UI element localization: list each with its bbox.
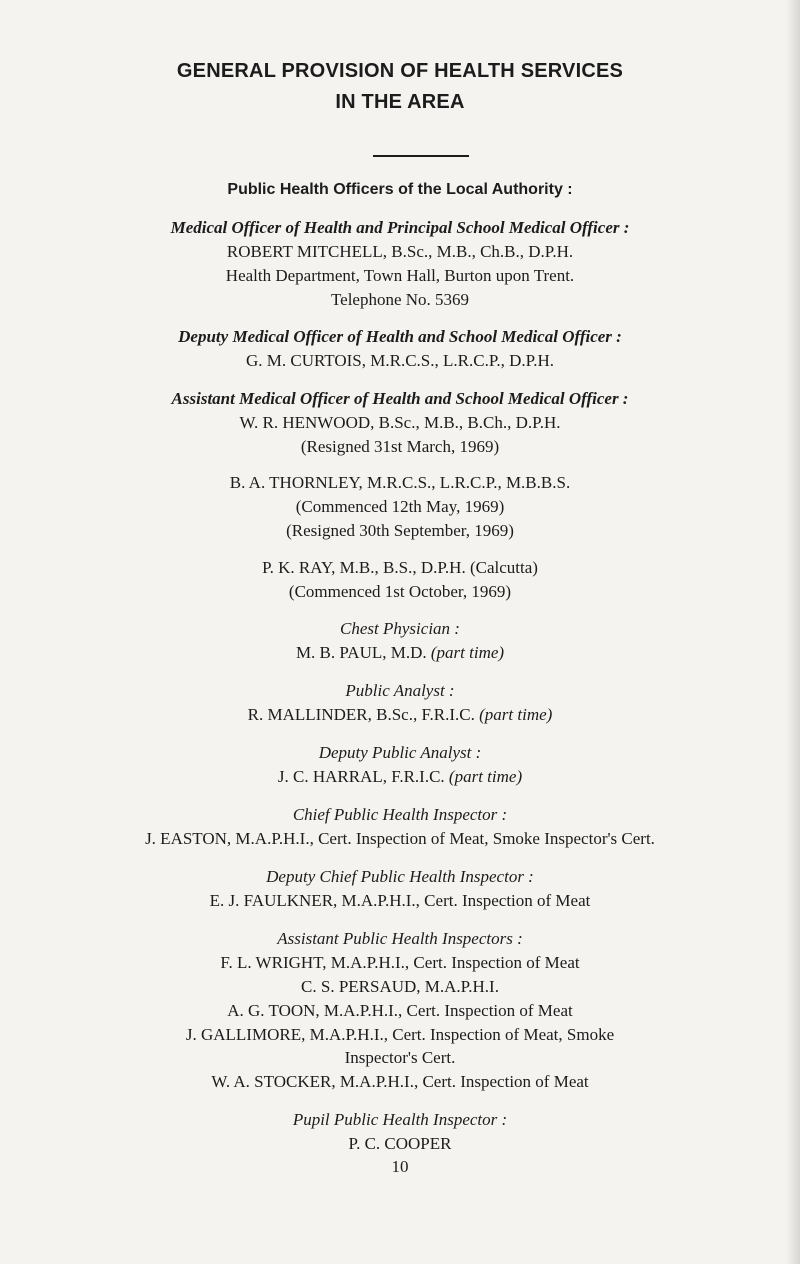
page-title-line1: GENERAL PROVISION OF HEALTH SERVICES (176, 60, 624, 82)
gallimore-name: J. GALLIMORE, M.A.P.H.I., Cert. Inspection of Meat, Smoke (185, 1025, 615, 1044)
deputy-chief-phi-role: Deputy Chief Public Health Inspector : (266, 867, 534, 886)
assistant-phi-role: Assistant Public Health Inspectors : (277, 929, 523, 948)
gallimore-name-cont: Inspector's Cert. (344, 1048, 456, 1067)
deputy-moh-role: Deputy Medical Officer of Health and School Medical Officer : (178, 327, 622, 346)
chest-physician-note: (part time) (430, 643, 505, 662)
deputy-analyst-line (0, 767, 800, 787)
moh-phone: Telephone No. 5369 (330, 290, 470, 309)
thornley-note-resigned: (Resigned 30th September, 1969) (286, 521, 514, 540)
chief-phi-name: J. EASTON, M.A.P.H.I., Cert. Inspection of Meat, Smoke Inspector's Cert. (145, 829, 655, 848)
public-analyst-line (0, 705, 800, 725)
chest-physician-line (0, 643, 800, 663)
thornley-note-commenced: (Commenced 12th May, 1969) (295, 497, 505, 516)
moh-role: Medical Officer of Health and Principal School Medical Officer : (170, 218, 630, 237)
chest-physician-role: Chest Physician : (340, 619, 460, 638)
chest-physician-name: M. B. PAUL, M.D. (295, 643, 427, 662)
ray-note: (Commenced 1st October, 1969) (288, 582, 512, 601)
page-number: 10 (391, 1157, 409, 1176)
chief-phi-role: Chief Public Health Inspector : (292, 805, 508, 824)
stocker-name: W. A. STOCKER, M.A.P.H.I., Cert. Inspection of Meat (211, 1072, 589, 1091)
moh-name: ROBERT MITCHELL, B.Sc., M.B., Ch.B., D.P.H. (226, 242, 574, 261)
toon-name: A. G. TOON, M.A.P.H.I., Cert. Inspection of Meat (227, 1001, 573, 1020)
henwood-note: (Resigned 31st March, 1969) (300, 437, 500, 456)
deputy-analyst-name: J. C. HARRAL, F.R.I.C. (277, 767, 445, 786)
public-analyst-role: Public Analyst : (345, 681, 455, 700)
wright-name: F. L. WRIGHT, M.A.P.H.I., Cert. Inspection of Meat (220, 953, 580, 972)
public-analyst-note: (part time) (479, 705, 553, 724)
deputy-chief-phi-name: E. J. FAULKNER, M.A.P.H.I., Cert. Inspection of Meat (209, 891, 591, 910)
assistant-moh-role: Assistant Medical Officer of Health and School Medical Officer : (171, 389, 629, 408)
moh-address: Health Department, Town Hall, Burton upon Trent. (225, 266, 575, 285)
deputy-moh-name: G. M. CURTOIS, M.R.C.S., L.R.C.P., D.P.H. (245, 351, 555, 370)
thornley-name: B. A. THORNLEY, M.R.C.S., L.R.C.P., M.B.B.S. (229, 473, 571, 492)
section-subtitle: Public Health Officers of the Local Authority : (227, 181, 573, 198)
pupil-phi-role: Pupil Public Health Inspector : (292, 1110, 508, 1129)
henwood-name: W. R. HENWOOD, B.Sc., M.B., B.Ch., D.P.H. (239, 413, 561, 432)
ray-name: P. K. RAY, M.B., B.S., D.P.H. (Calcutta) (262, 558, 538, 577)
pupil-phi-name: P. C. COOPER (348, 1134, 452, 1153)
persaud-name: C. S. PERSAUD, M.A.P.H.I. (301, 977, 499, 996)
title-divider (373, 155, 469, 157)
page-title-line2: IN THE AREA (335, 91, 465, 113)
public-analyst-name: R. MALLINDER, B.Sc., F.R.I.C. (247, 705, 475, 724)
deputy-analyst-role: Deputy Public Analyst : (318, 743, 482, 762)
deputy-analyst-note: (part time) (448, 767, 523, 786)
